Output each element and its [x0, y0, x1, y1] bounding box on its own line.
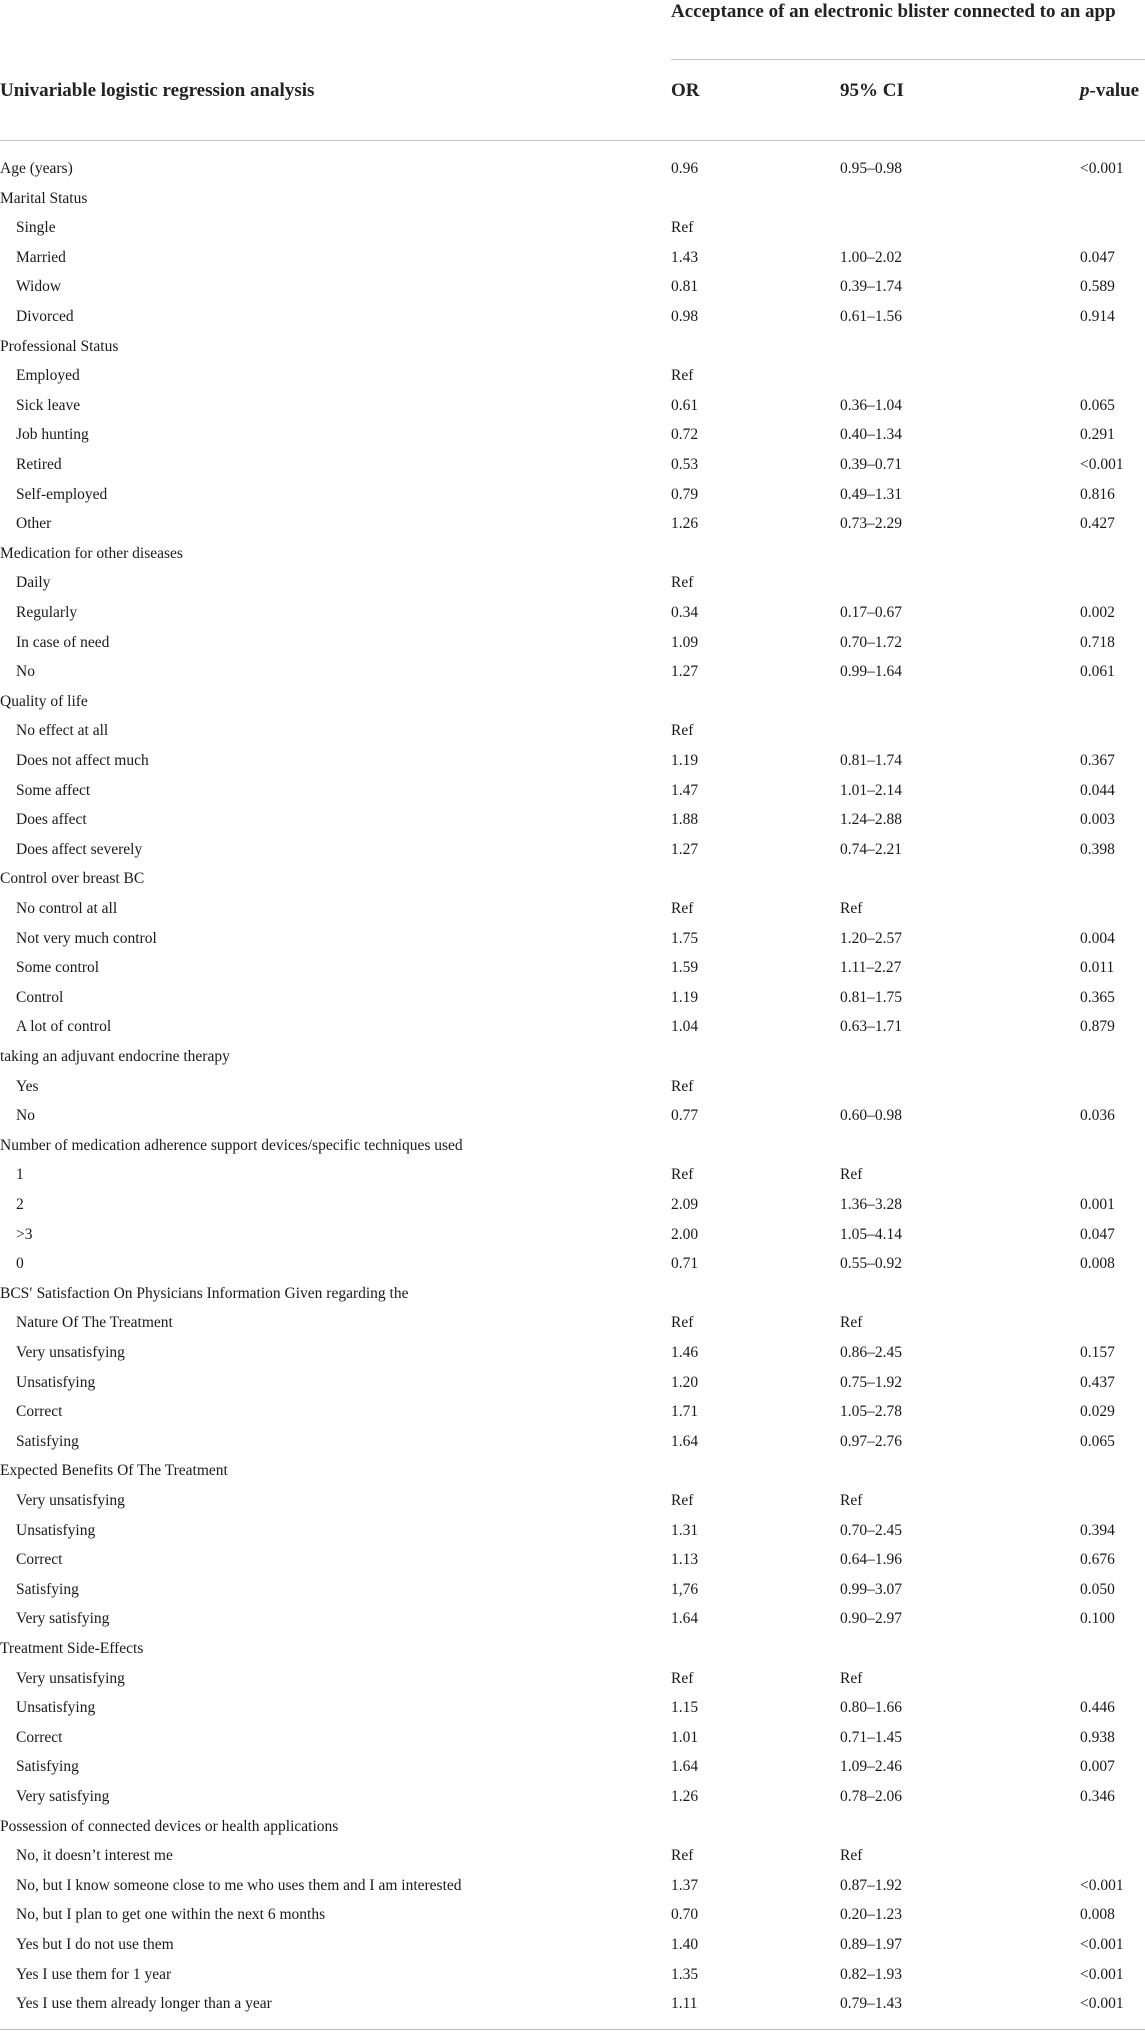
row-or: 1.64: [671, 1610, 699, 1627]
row-ci: 0.55–0.92: [840, 1255, 902, 1272]
row-ci: 0.64–1.96: [840, 1551, 902, 1568]
row-label: Does not affect much: [16, 752, 149, 769]
row-ci: 1.05–2.78: [840, 1403, 902, 1420]
row-p-value: 0.008: [1080, 1906, 1115, 1923]
row-label: No effect at all: [16, 722, 109, 739]
row-or: 0.81: [671, 278, 699, 295]
row-ci: 0.81–1.74: [840, 752, 902, 769]
row-p-value: 0.050: [1080, 1581, 1115, 1598]
row-label: Medication for other diseases: [0, 545, 183, 562]
row-ci: 0.99–3.07: [840, 1581, 902, 1598]
row-ci: 0.89–1.97: [840, 1936, 902, 1953]
row-p-value: <0.001: [1080, 1966, 1124, 1983]
row-p-value: 0.004: [1080, 930, 1115, 947]
row-or: 0.72: [671, 426, 699, 443]
row-ci: 0.86–2.45: [840, 1344, 902, 1361]
table-row: [0, 1694, 1145, 1722]
row-or: Ref: [671, 1670, 694, 1687]
row-ci: 0.99–1.64: [840, 663, 902, 680]
row-ci: 0.78–2.06: [840, 1788, 902, 1805]
table-row: [0, 984, 1145, 1012]
row-ci: 0.81–1.75: [840, 989, 902, 1006]
row-ci: 0.61–1.56: [840, 308, 902, 325]
table-row: [0, 1369, 1145, 1397]
row-ci: 0.87–1.92: [840, 1877, 902, 1894]
row-or: Ref: [671, 1492, 694, 1509]
table-row: [0, 1250, 1145, 1278]
group-header-rule: [671, 59, 1145, 60]
row-label: Treatment Side-Effects: [0, 1640, 144, 1657]
p-value-header-rest: -value: [1089, 80, 1140, 101]
row-or: 2.09: [671, 1196, 699, 1213]
table-row: [0, 1872, 1145, 1900]
row-p-value: <0.001: [1080, 160, 1124, 177]
table-row: [0, 1102, 1145, 1130]
row-p-value: 0.007: [1080, 1758, 1115, 1775]
table-group-row: [0, 1813, 1145, 1841]
row-label: Other: [16, 515, 52, 532]
row-p-value: 0.047: [1080, 1226, 1115, 1243]
row-or: 1.26: [671, 515, 699, 532]
row-ci: Ref: [840, 1847, 863, 1864]
row-or: 1.19: [671, 989, 699, 1006]
row-or: 1.71: [671, 1403, 699, 1420]
row-or: 0.98: [671, 308, 699, 325]
row-or: 1.31: [671, 1522, 699, 1539]
table-row: [0, 1576, 1145, 1604]
row-p-value: 0.676: [1080, 1551, 1115, 1568]
row-or: 0.70: [671, 1906, 699, 1923]
row-or: 1.04: [671, 1018, 699, 1035]
row-p-value: 0.065: [1080, 397, 1115, 414]
row-or: 1,76: [671, 1581, 699, 1598]
row-label: BCS′ Satisfaction On Physicians Information Given regarding the: [0, 1285, 409, 1302]
row-p-value: 0.394: [1080, 1522, 1115, 1539]
row-or: 0.71: [671, 1255, 699, 1272]
row-p-value: 0.291: [1080, 426, 1115, 443]
table-row: [0, 1309, 1145, 1337]
row-or: 1.40: [671, 1936, 699, 1953]
row-or: Ref: [671, 367, 694, 384]
header-rule: [0, 140, 1145, 141]
row-or: Ref: [671, 574, 694, 591]
row-p-value: 0.036: [1080, 1107, 1115, 1124]
row-label: Retired: [16, 456, 62, 473]
table-group-row: [0, 1280, 1145, 1308]
row-label: Possession of connected devices or health applications: [0, 1818, 339, 1835]
row-ci: 0.73–2.29: [840, 515, 902, 532]
row-p-value: 0.816: [1080, 486, 1115, 503]
row-or: 0.61: [671, 397, 699, 414]
row-or: 1.64: [671, 1433, 699, 1450]
row-or: 1.15: [671, 1699, 699, 1716]
row-ci: 0.74–2.21: [840, 841, 902, 858]
row-label: Married: [16, 249, 66, 266]
table-row: [0, 1191, 1145, 1219]
row-label: Quality of life: [0, 693, 88, 710]
row-label: Yes: [16, 1078, 39, 1095]
row-ci: 0.95–0.98: [840, 160, 902, 177]
row-or: Ref: [671, 722, 694, 739]
row-label: Sick leave: [16, 397, 81, 414]
row-or: Ref: [671, 1847, 694, 1864]
row-ci: Ref: [840, 1166, 863, 1183]
row-label: Marital Status: [0, 190, 88, 207]
row-p-value: <0.001: [1080, 456, 1124, 473]
row-ci: 0.60–0.98: [840, 1107, 902, 1124]
row-ci: 1.01–2.14: [840, 782, 902, 799]
row-p-value: 0.437: [1080, 1374, 1115, 1391]
row-or: 0.96: [671, 160, 699, 177]
row-p-value: 0.446: [1080, 1699, 1115, 1716]
row-p-value: 0.914: [1080, 308, 1115, 325]
row-or: 0.77: [671, 1107, 699, 1124]
row-ci: Ref: [840, 900, 863, 917]
table-row: [0, 1990, 1145, 2018]
row-p-value: 0.589: [1080, 278, 1115, 295]
row-or: 1.11: [671, 1995, 698, 2012]
row-label: Single: [16, 219, 56, 236]
row-label: 1: [16, 1166, 24, 1183]
p-value-header-italic: p: [1080, 80, 1090, 101]
row-p-value: 0.365: [1080, 989, 1115, 1006]
row-label: Correct: [16, 1551, 63, 1568]
table-row: [0, 1901, 1145, 1929]
table-row: [0, 569, 1145, 597]
row-or: 1.88: [671, 811, 699, 828]
row-p-value: 0.157: [1080, 1344, 1115, 1361]
row-or: 1.01: [671, 1729, 699, 1746]
row-ci: Ref: [840, 1314, 863, 1331]
row-label: Very satisfying: [16, 1788, 110, 1805]
row-or: 1.43: [671, 249, 699, 266]
row-label: Expected Benefits Of The Treatment: [0, 1462, 228, 1479]
row-or: 0.79: [671, 486, 699, 503]
row-ci: 0.39–0.71: [840, 456, 902, 473]
table-row: [0, 273, 1145, 301]
row-ci: 1.05–4.14: [840, 1226, 902, 1243]
row-ci: 0.71–1.45: [840, 1729, 902, 1746]
row-label: Some affect: [16, 782, 91, 799]
row-ci: 0.36–1.04: [840, 397, 902, 414]
row-p-value: 0.047: [1080, 249, 1115, 266]
row-label: No, but I plan to get one within the next 6 months: [16, 1906, 326, 1923]
row-label: Control over breast BC: [0, 870, 145, 887]
table-row: [0, 1961, 1145, 1989]
row-label: Professional Status: [0, 338, 119, 355]
row-label: >3: [16, 1226, 33, 1243]
row-or: 1.37: [671, 1877, 699, 1894]
table-row: [0, 1161, 1145, 1189]
table-row: [0, 1487, 1145, 1515]
row-p-value: 0.065: [1080, 1433, 1115, 1450]
table-row: [0, 658, 1145, 686]
row-p-value: 0.938: [1080, 1729, 1115, 1746]
table-group-row: [0, 333, 1145, 361]
table-row: [0, 244, 1145, 272]
row-p-value: 0.879: [1080, 1018, 1115, 1035]
row-label: No, it doesn’t interest me: [16, 1847, 173, 1864]
row-ci: 0.39–1.74: [840, 278, 902, 295]
table-row: [0, 717, 1145, 745]
table-row: [0, 599, 1145, 627]
row-ci: 0.20–1.23: [840, 1906, 902, 1923]
row-or: 1.59: [671, 959, 699, 976]
table-row: [0, 836, 1145, 864]
row-or: 0.53: [671, 456, 699, 473]
table-row: [0, 747, 1145, 775]
row-label: Yes but I do not use them: [16, 1936, 174, 1953]
row-or: 1.26: [671, 1788, 699, 1805]
table-row: [0, 451, 1145, 479]
row-or: 1.13: [671, 1551, 699, 1568]
row-ci: 0.40–1.34: [840, 426, 902, 443]
row-or: 1.19: [671, 752, 699, 769]
table-row: [0, 392, 1145, 420]
row-or: Ref: [671, 1314, 694, 1331]
row-p-value: 0.002: [1080, 604, 1115, 621]
table-row: [0, 1546, 1145, 1574]
table-row: [0, 1398, 1145, 1426]
row-p-value: 0.398: [1080, 841, 1115, 858]
row-label: Very unsatisfying: [16, 1344, 125, 1361]
row-p-value: 0.100: [1080, 1610, 1115, 1627]
table-row: [0, 481, 1145, 509]
row-ci: 0.17–0.67: [840, 604, 902, 621]
row-label: Control: [16, 989, 64, 1006]
p-value-column-header: [1080, 79, 1139, 103]
row-ci: 1.11–2.27: [840, 959, 902, 976]
row-or: 1.75: [671, 930, 699, 947]
table-row: [0, 806, 1145, 834]
table-row: [0, 421, 1145, 449]
table-row: [0, 1753, 1145, 1781]
table-row: [0, 1665, 1145, 1693]
row-label: No: [16, 1107, 35, 1124]
table-row: [0, 925, 1145, 953]
table-group-row: [0, 1043, 1145, 1071]
table-group-row: [0, 1132, 1145, 1160]
row-label: Very satisfying: [16, 1610, 110, 1627]
table-row: [0, 1221, 1145, 1249]
table-group-row: [0, 865, 1145, 893]
row-label: 2: [16, 1196, 24, 1213]
row-ci: 0.80–1.66: [840, 1699, 902, 1716]
row-or: 1.27: [671, 841, 699, 858]
row-label: 0: [16, 1255, 24, 1272]
row-p-value: 0.044: [1080, 782, 1115, 799]
row-ci: 0.63–1.71: [840, 1018, 902, 1035]
row-or: Ref: [671, 900, 694, 917]
row-or: 1.20: [671, 1374, 699, 1391]
row-p-value: 0.346: [1080, 1788, 1115, 1805]
row-label: A lot of control: [16, 1018, 112, 1035]
row-label: Satisfying: [16, 1433, 79, 1450]
group-column-header: Acceptance of an electronic blister connected to an app: [671, 1, 1116, 22]
row-label: No: [16, 663, 35, 680]
table-row: [0, 1724, 1145, 1752]
row-ci: 0.82–1.93: [840, 1966, 902, 1983]
row-or: 1.35: [671, 1966, 699, 1983]
row-p-value: 0.029: [1080, 1403, 1115, 1420]
table-row: [0, 895, 1145, 923]
table-row: [0, 303, 1145, 331]
row-ci: 1.20–2.57: [840, 930, 902, 947]
row-label: Does affect severely: [16, 841, 143, 858]
row-label: Yes I use them already longer than a year: [16, 1995, 272, 2012]
row-ci: Ref: [840, 1670, 863, 1687]
row-label: Unsatisfying: [16, 1374, 96, 1391]
row-label: Employed: [16, 367, 80, 384]
row-p-value: 0.718: [1080, 634, 1115, 651]
label-column-header: Univariable logistic regression analysis: [0, 80, 315, 101]
table-row: [0, 1517, 1145, 1545]
row-or: 1.47: [671, 782, 699, 799]
row-p-value: 0.427: [1080, 515, 1115, 532]
row-p-value: <0.001: [1080, 1936, 1124, 1953]
row-or: 1.64: [671, 1758, 699, 1775]
row-label: Yes I use them for 1 year: [16, 1966, 172, 1983]
row-ci: 1.00–2.02: [840, 249, 902, 266]
table-row: [0, 1842, 1145, 1870]
table-group-row: [0, 1635, 1145, 1663]
row-ci: 1.09–2.46: [840, 1758, 902, 1775]
row-label: Correct: [16, 1729, 63, 1746]
row-p-value: 0.008: [1080, 1255, 1115, 1272]
row-ci: Ref: [840, 1492, 863, 1509]
or-column-header: OR: [671, 80, 700, 101]
row-or: Ref: [671, 1078, 694, 1095]
table-row: [0, 1605, 1145, 1633]
table-group-row: [0, 155, 1145, 183]
table-bottom-rule: [0, 2029, 1145, 2030]
row-p-value: <0.001: [1080, 1877, 1124, 1894]
row-ci: 0.75–1.92: [840, 1374, 902, 1391]
row-or: 1.09: [671, 634, 699, 651]
row-label: No control at all: [16, 900, 118, 917]
table-row: [0, 214, 1145, 242]
row-label: Unsatisfying: [16, 1699, 96, 1716]
table-row: [0, 629, 1145, 657]
row-p-value: 0.011: [1080, 959, 1115, 976]
row-p-value: 0.001: [1080, 1196, 1115, 1213]
table-row: [0, 1073, 1145, 1101]
table-group-row: [0, 540, 1145, 568]
row-ci: 0.70–1.72: [840, 634, 902, 651]
row-or: 1.46: [671, 1344, 699, 1361]
row-label: Satisfying: [16, 1758, 79, 1775]
row-p-value: 0.367: [1080, 752, 1115, 769]
table-row: [0, 1013, 1145, 1041]
row-label: Regularly: [16, 604, 78, 621]
row-or: 1.27: [671, 663, 699, 680]
table-row: [0, 1428, 1145, 1456]
row-label: Number of medication adherence support devices/specific techniques used: [0, 1137, 463, 1154]
row-label: In case of need: [16, 634, 110, 651]
row-label: No, but I know someone close to me who uses them and I am interested: [16, 1877, 462, 1894]
row-label: Self-employed: [16, 486, 108, 503]
row-label: Does affect: [16, 811, 87, 828]
row-label: Widow: [16, 278, 62, 295]
row-or: Ref: [671, 1166, 694, 1183]
row-p-value: 0.003: [1080, 811, 1115, 828]
row-ci: 1.36–3.28: [840, 1196, 902, 1213]
row-ci: 0.97–2.76: [840, 1433, 902, 1450]
table-row: [0, 510, 1145, 538]
row-label: Age (years): [0, 160, 73, 177]
row-or: 0.34: [671, 604, 699, 621]
row-ci: 0.49–1.31: [840, 486, 902, 503]
row-label: Very unsatisfying: [16, 1670, 125, 1687]
row-label: Very unsatisfying: [16, 1492, 125, 1509]
row-label: Daily: [16, 574, 51, 591]
table-group-row: [0, 688, 1145, 716]
row-ci: 0.70–2.45: [840, 1522, 902, 1539]
row-or: Ref: [671, 219, 694, 236]
row-or: 2.00: [671, 1226, 699, 1243]
table-group-row: [0, 1457, 1145, 1485]
table-row: [0, 1339, 1145, 1367]
row-ci: 1.24–2.88: [840, 811, 902, 828]
table-row: [0, 362, 1145, 390]
row-p-value: 0.061: [1080, 663, 1115, 680]
table-row: [0, 777, 1145, 805]
row-label: Divorced: [16, 308, 74, 325]
row-label: Some control: [16, 959, 100, 976]
table-row: [0, 954, 1145, 982]
table-row: [0, 1931, 1145, 1959]
row-label: Nature Of The Treatment: [16, 1314, 173, 1331]
row-label: Correct: [16, 1403, 63, 1420]
row-label: Satisfying: [16, 1581, 79, 1598]
row-label: Job hunting: [16, 426, 89, 443]
row-ci: 0.90–2.97: [840, 1610, 902, 1627]
table-group-row: [0, 185, 1145, 213]
row-p-value: <0.001: [1080, 1995, 1124, 2012]
row-ci: 0.79–1.43: [840, 1995, 902, 2012]
ci-column-header: 95% CI: [840, 80, 904, 101]
row-label: Not very much control: [16, 930, 157, 947]
table-row: [0, 1783, 1145, 1811]
row-label: taking an adjuvant endocrine therapy: [0, 1048, 230, 1065]
row-label: Unsatisfying: [16, 1522, 96, 1539]
